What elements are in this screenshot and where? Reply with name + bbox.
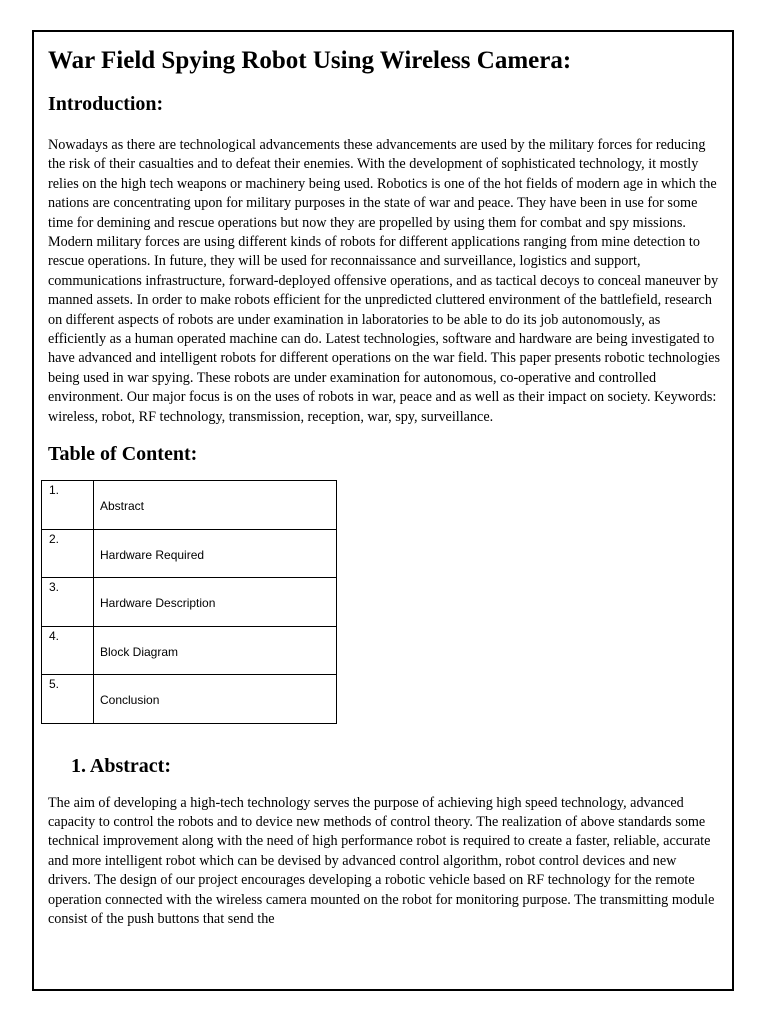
toc-row — [42, 529, 337, 578]
toc-row-title: Conclusion — [94, 675, 337, 724]
toc-row-number: 3. — [42, 578, 94, 627]
introduction-heading: Introduction: — [48, 93, 164, 115]
toc-table — [41, 480, 337, 724]
toc-row-title: Block Diagram — [94, 626, 337, 675]
toc-row — [42, 578, 337, 627]
toc-row-number: 5. — [42, 675, 94, 724]
toc-row-title: Hardware Required — [94, 529, 337, 578]
abstract-paragraph: The aim of developing a high-tech technology serves the purpose of achieving high speed technology, advanced capacity to control the robots and to device new methods of control theory. The realization of above standards some technical improvement along with the need of high performance robot is required to create a faster, reliable, accurate and more intelligent robot which can be devised by advanced control algorithm, robot control devices and new drivers. The design of our project encourages developing a robotic vehicle based on RF technology for the remote operation connected with the wireless camera mounted on the robot for monitoring purpose. The transmitting module consist of the push buttons that send the — [48, 794, 715, 928]
document-title: War Field Spying Robot Using Wireless Camera: — [48, 47, 572, 74]
toc-row — [42, 481, 337, 530]
toc-heading: Table of Content: — [48, 443, 198, 466]
abstract-heading: 1. Abstract: — [71, 754, 171, 777]
page-frame — [32, 30, 734, 991]
toc-row — [42, 626, 337, 675]
toc-row-title: Hardware Description — [94, 578, 337, 627]
introduction-paragraph: Nowadays as there are technological advancements these advancements are used by the military forces for reducing the risk of their casualties and to defeat their enemies. With the development of sophisticated technology, it mostly relies on the high tech weapons or machinery being used. Robotics is one of the hot fields of modern age in which the nations are concentrating upon for military purposes in the state of war and peace. They have been in use for some time for demining and rescue operations but now they are propelled by using them for combat and spy missions. Modern military forces are using different kinds of robots for different applications ranging from mine detection to rescue operations. In future, they will be used for reconnaissance and surveillance, logistics and support, communications infrastructure, forward-deployed offensive operations, and as tactical decoys to conceal maneuver by manned assets. In order to make robots efficient for the unpredicted cluttered environment of the battlefield, research on different aspects of robots are under examination in laboratories to be able to do its job autonomously, as efficiently as a human operated machine can do. Latest technologies, software and hardware are being investigated to have advanced and intelligent robots for different operations on the war field. This paper presents robotic technologies being used in war spying. These robots are under examination for autonomous, co-operative and controlled environment. Our major focus is on the uses of robots in war, peace and as well as their impact on society. Keywords: wireless, robot, RF technology, transmission, reception, war, spy, surveillance. — [48, 137, 720, 425]
document-content — [48, 44, 720, 929]
toc-row-number: 4. — [42, 626, 94, 675]
toc-row-number: 2. — [42, 529, 94, 578]
toc-row-number: 1. — [42, 481, 94, 530]
toc-row — [42, 675, 337, 724]
toc-row-title: Abstract — [94, 481, 337, 530]
